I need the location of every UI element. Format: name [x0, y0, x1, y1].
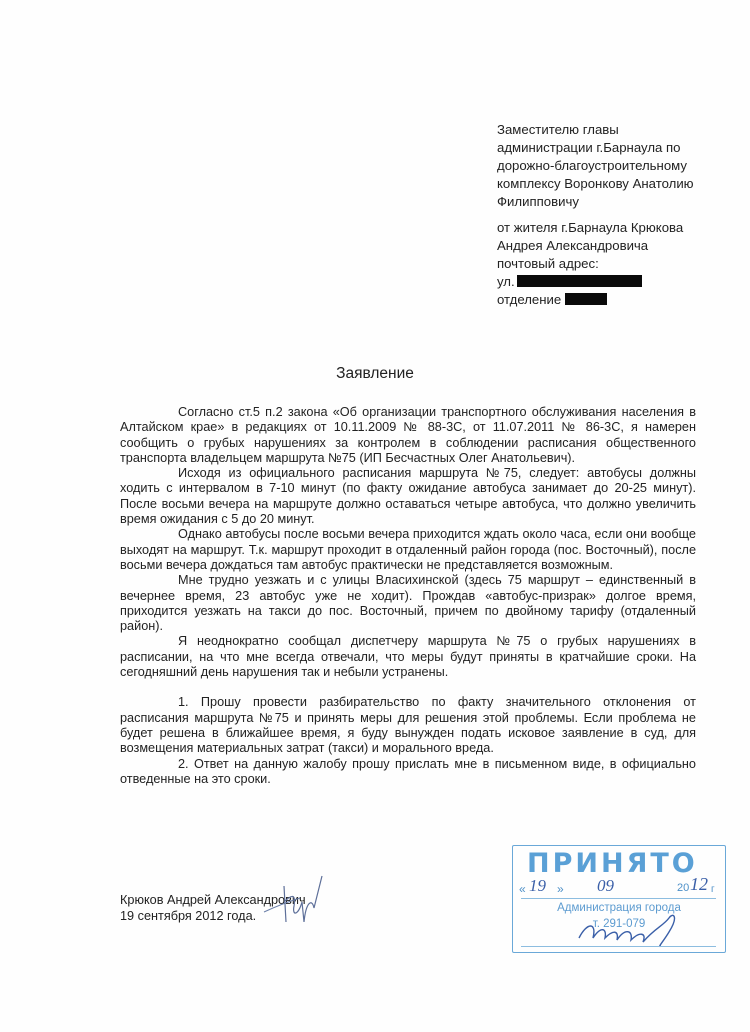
redaction-bar	[517, 275, 642, 287]
redaction-bar	[565, 293, 607, 305]
stamp-phone: т. 291-079	[592, 918, 646, 930]
body-paragraph: Однако автобусы после восьми вечера приходится ждать около часа, если они вообще выходят на маршрут. Т.к. маршрут проходит в отдаленный район города (пос. Восточный), после восьми вечера дождаться там автобус практически не представляется возможным.	[120, 527, 696, 572]
stamp-year-letter: г	[711, 884, 715, 895]
signer-date: 19 сентября 2012 года.	[120, 909, 257, 923]
document-title: Заявление	[336, 365, 414, 382]
stamp-heading: ПРИНЯТО	[527, 848, 698, 879]
stamp-org: Администрация города	[557, 902, 681, 914]
stamp-date: « 19 » 09 20 12 г	[519, 874, 715, 896]
body-paragraph: Мне трудно уезжать и с улицы Власихинской (здесь 75 маршрут – единственный в вечернее время, 23 автобус уже не ходит). Прождав «автобус-призрак» долгое время, приходится уезжать на такси до пос. Восточный, причем по двойному тарифу (отдаленный район).	[120, 573, 696, 634]
document-body	[120, 405, 696, 787]
body-paragraph: Исходя из официального расписания маршрута №75, следует: автобусы должны ходить с интервалом в 7-10 минут (по факту ожидание автобуса занимает до 20-25 минут). После восьми вечера на маршруте должно оставаться четыре автобуса, что должно увеличить время ожидания с 5 до 20 минут.	[120, 466, 696, 527]
addressee-line: Филипповичу	[497, 194, 579, 209]
received-stamp	[512, 845, 726, 953]
branch-label: отделение	[497, 292, 562, 307]
request-item: 2. Ответ на данную жалобу прошу прислать мне в письменном виде, в официально отведенные на это сроки.	[120, 756, 696, 786]
addressee-line: Заместителю главы	[497, 122, 619, 137]
stamp-month: 09	[597, 876, 614, 895]
sender-line: от жителя г.Барнаула Крюкова	[497, 220, 684, 235]
handwritten-signature	[262, 872, 342, 932]
signer-name: Крюков Андрей Александрович	[120, 893, 306, 907]
body-paragraph: Согласно ст.5 п.2 закона «Об организации транспортного обслуживания населения в Алтайском крае» в редакциях от 10.11.2009 № 88-3С, от 11.07.2011 № 86-3С, я намерен сообщить о грубых нарушениях за контролем в соблюдении расписания общественного транспорта владельцем маршрута №75 (ИП Бесчастных Олег Анатольевич).	[120, 405, 696, 465]
addressee-line: администрации г.Барнаула по	[497, 140, 681, 155]
stamp-day: 19	[529, 876, 546, 895]
stamp-year-prefix: 20	[677, 882, 690, 894]
sender-line: Андрея Александровича	[497, 238, 649, 253]
street-line	[497, 273, 737, 291]
body-paragraph: Я неоднократно сообщал диспетчеру маршрута №75 о грубых нарушениях в расписании, на что мне всегда отвечали, что меры будут приняты в кратчайшие сроки. На сегодняшний день нарушения так и небыли устранены.	[120, 634, 696, 680]
addressee-line: дорожно-благоустроительному	[497, 158, 687, 173]
stamp-year-suffix: 12	[690, 874, 708, 894]
street-label: ул.	[497, 274, 515, 289]
sender-line: почтовый адрес:	[497, 256, 599, 271]
stamp-signature	[573, 912, 693, 948]
branch-line	[497, 291, 737, 309]
request-item: 1. Прошу провести разбирательство по факту значительного отклонения от расписания маршрута №75 и принять меры для решения этой проблемы. Если проблема не будет решена в ближайшее время, я буду вынужден подать исковое заявление в суд, для возмещения материальных затрат (такси) и морального вреда.	[120, 695, 696, 756]
addressee-line: комплексу Воронкову Анатолию	[497, 176, 694, 191]
addressee-block	[497, 121, 737, 309]
